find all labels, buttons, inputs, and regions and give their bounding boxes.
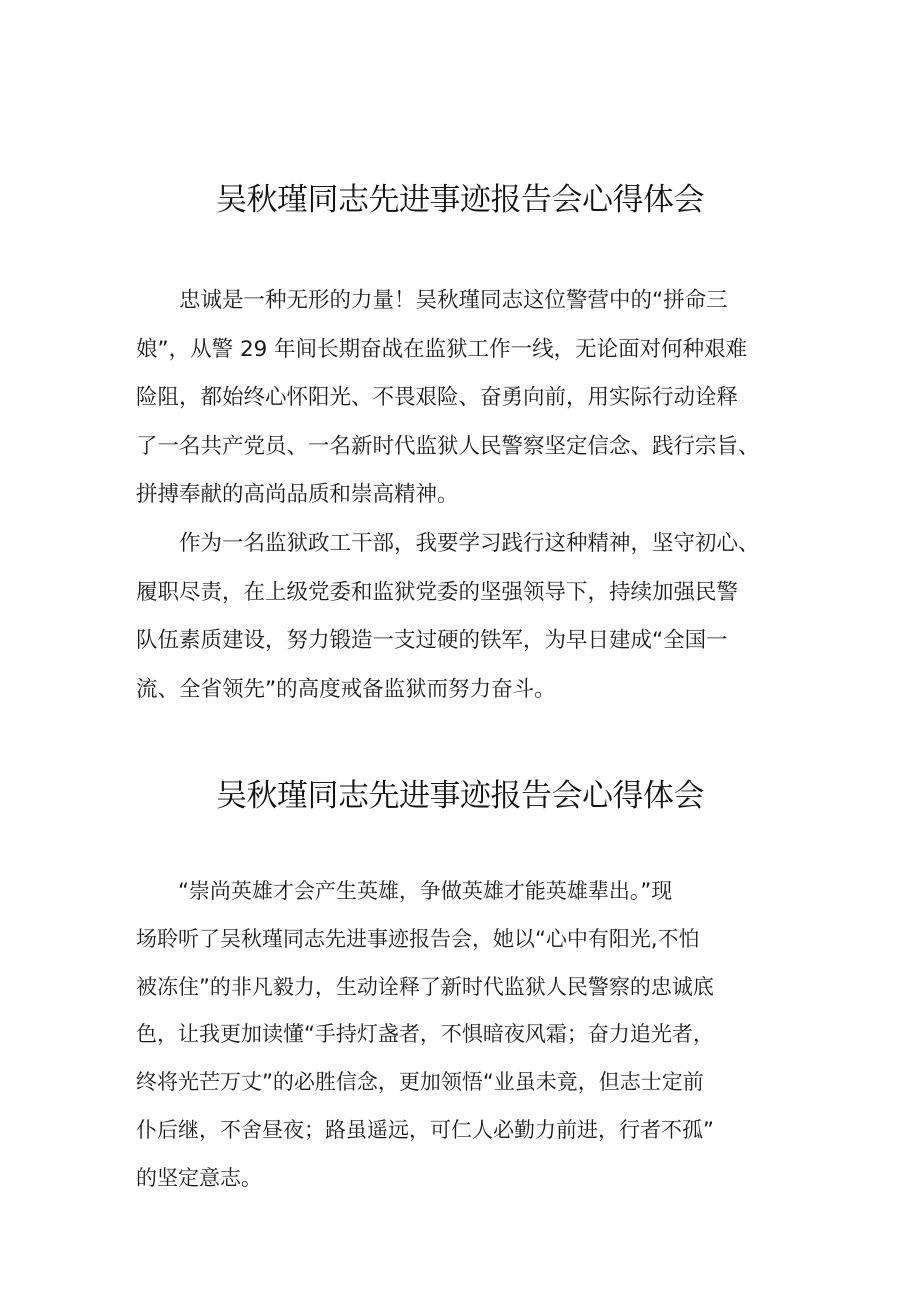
body-line: “崇尚英雄才会产生英雄，争做英雄才能英雄辈出。”现 (136, 879, 673, 903)
article-title: 吴秋瑾同志先进事迹报告会心得体会 (216, 182, 704, 218)
body-line: 队伍素质建设，努力锻造一支过硬的铁军，为早日建成“全国一 (136, 628, 728, 654)
body-line: 娘”，从警 29 年间长期奋战在监狱工作一线，无论面对何种艰难 (136, 336, 748, 362)
body-line: 被冻住”的非凡毅力，生动诠释了新时代监狱人民警察的忠诚底 (136, 974, 714, 999)
body-line: 忠诚是一种无形的力量！吴秋瑾同志这位警营中的“拼命三 (136, 288, 728, 313)
article-title: 吴秋瑾同志先进事迹报告会心得体会 (216, 778, 704, 814)
body-line: 作为一名监狱政工干部，我要学习践行这种精神，坚守初心、 (136, 530, 760, 556)
body-line: 的坚定意志。 (136, 1165, 262, 1190)
article-body (136, 868, 808, 1203)
body-line: 履职尽责，在上级党委和监狱党委的坚强领导下，持续加强民警 (136, 579, 739, 605)
body-line: 终将光芒万丈”的必胜信念，更加领悟“业虽未竟，但志士定前 (136, 1070, 704, 1095)
body-line: 流、全省领先”的高度戒备监狱而努力奋斗。 (136, 676, 556, 702)
body-line: 色，让我更加读懂“手持灯盏者，不惧暗夜风霜；奋力追光者， (136, 1022, 714, 1047)
body-line: 了一名共产党员、一名新时代监狱人民警察坚定信念、践行宗旨、 (136, 433, 760, 459)
body-line: 仆后继，不舍昼夜；路虽遥远，可仁人必勤力前进，行者不孤” (136, 1117, 714, 1142)
body-line: 拼搏奉献的高尚品质和崇高精神。 (136, 482, 459, 508)
body-line: 场聆听了吴秋瑾同志先进事迹报告会，她以“心中有阳光,不怕 (136, 926, 700, 951)
body-line: 险阻，都始终心怀阳光、不畏艰险、奋勇向前，用实际行动诠释 (136, 385, 739, 411)
article-body (136, 277, 808, 714)
